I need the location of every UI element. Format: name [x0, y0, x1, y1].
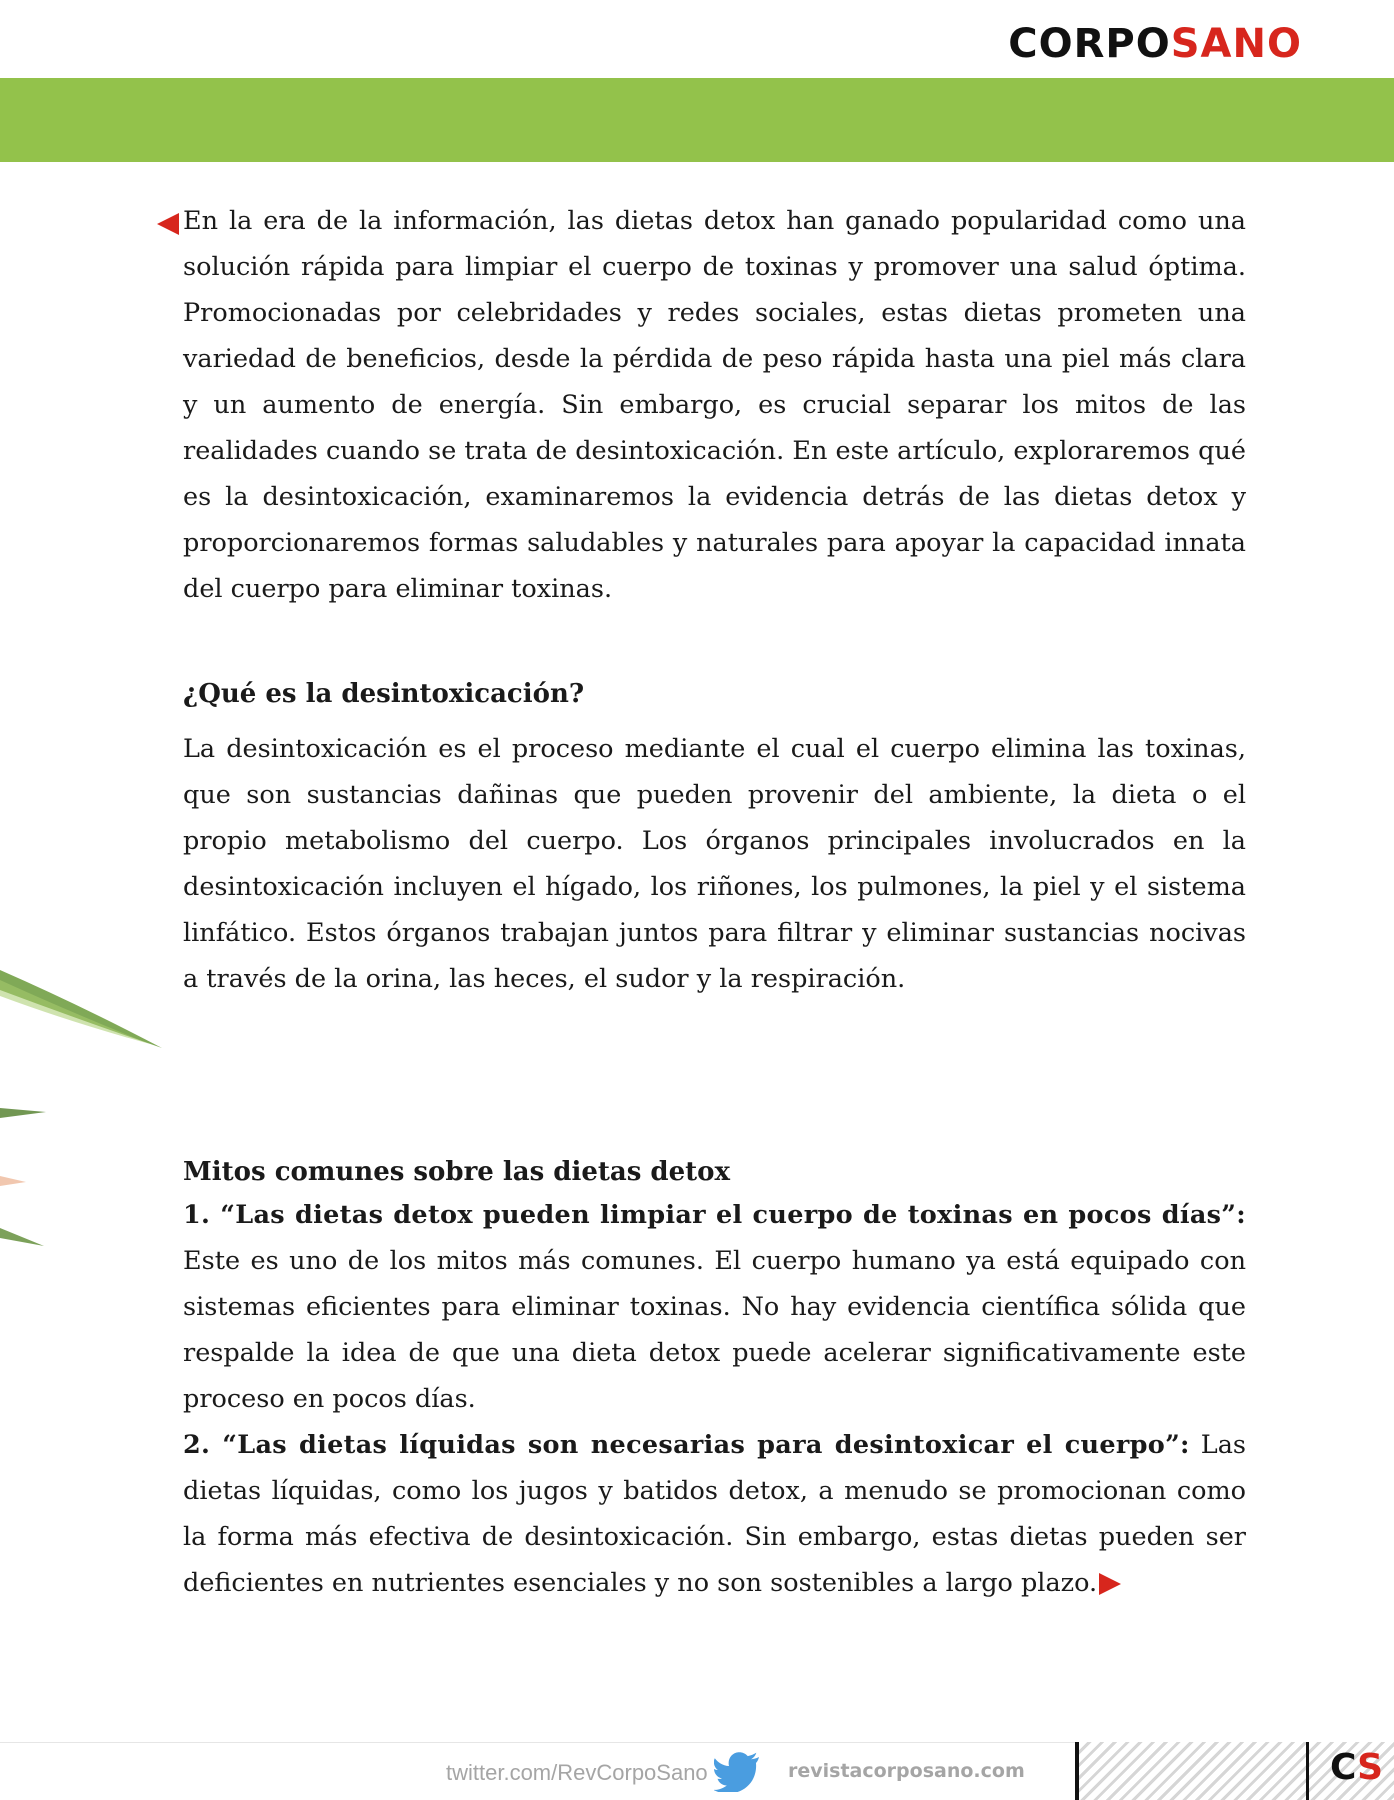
twitter-link[interactable]: twitter.com/RevCorpoSano: [446, 1760, 708, 1785]
page-footer: [0, 1742, 1394, 1800]
article-body: [183, 198, 1246, 1606]
myth-item-2: [183, 1422, 1246, 1606]
section-heading-what-is-detox: ¿Qué es la desintoxicación?: [183, 679, 585, 709]
decorative-leaves-image: [0, 960, 170, 1260]
twitter-bird-icon: [714, 1752, 760, 1792]
myth-body: Este es uno de los mitos más comunes. El cuerpo humano ya está equipado con sistemas eficientes para eliminar toxinas. No hay evidencia científica sólida que respalde la idea de que una dieta detox puede acelerar significativamente este proceso en pocos días.: [183, 1246, 1246, 1414]
badge-letter-c: C: [1330, 1747, 1358, 1788]
header-band: [0, 78, 1394, 162]
myth-title: 2. “Las dietas líquidas son necesarias para desintoxicar el cuerpo”:: [183, 1430, 1190, 1460]
website-link[interactable]: revistacorposano.com: [788, 1760, 1025, 1782]
intro-paragraph: [183, 198, 1246, 612]
myth-item-1: [183, 1192, 1246, 1422]
myth-body: Las dietas líquidas, como los jugos y batidos detox, a menudo se promocionan como la forma más efectiva de desintoxicación. Sin embargo, estas dietas pueden ser deficientes en nutrientes esenciales y no son sostenibles a largo plazo.: [183, 1430, 1246, 1598]
myth-title: 1. “Las dietas detox pueden limpiar el cuerpo de toxinas en pocos días”:: [183, 1200, 1246, 1230]
intro-text: En la era de la información, las dietas detox han ganado popularidad como una solución rápida para limpiar el cuerpo de toxinas y promover una salud óptima. Promocionadas por celebridades y redes sociales, estas dietas prometen una variedad de beneficios, desde la pérdida de peso rápida hasta una piel más clara y un aumento de energía. Sin embargo, es crucial separar los mitos de las realidades cuando se trata de desintoxicación. En este artículo, exploraremos qué es la desintoxicación, examinaremos la evidencia detrás de las dietas detox y proporcionaremos formas saludables y naturales para apoyar la capacidad innata del cuerpo para eliminar toxinas.: [183, 206, 1246, 604]
logo-text-corpo: CORPO: [1008, 21, 1171, 67]
logo-text-sano: SANO: [1170, 21, 1302, 67]
footer-divider: [0, 1742, 1075, 1743]
corposano-badge-logo: [1330, 1747, 1384, 1788]
red-arrow-end-icon: [1099, 1573, 1121, 1595]
section-heading-common-myths: Mitos comunes sobre las dietas detox: [183, 1157, 731, 1187]
brand-logo: [1008, 21, 1302, 67]
badge-letter-s: S: [1357, 1747, 1384, 1788]
section-paragraph: La desintoxicación es el proceso mediante el cual el cuerpo elimina las toxinas, que son sustancias dañinas que pueden provenir del ambiente, la dieta o el propio metabolismo del cuerpo. Los órganos principales involucrados en la desintoxicación incluyen el hígado, los riñones, los pulmones, la piel y el sistema linfático. Estos órganos trabajan juntos para filtrar y eliminar sustancias nocivas a través de la orina, las heces, el sudor y la respiración.: [183, 734, 1246, 994]
red-arrow-start-icon: [157, 213, 179, 235]
